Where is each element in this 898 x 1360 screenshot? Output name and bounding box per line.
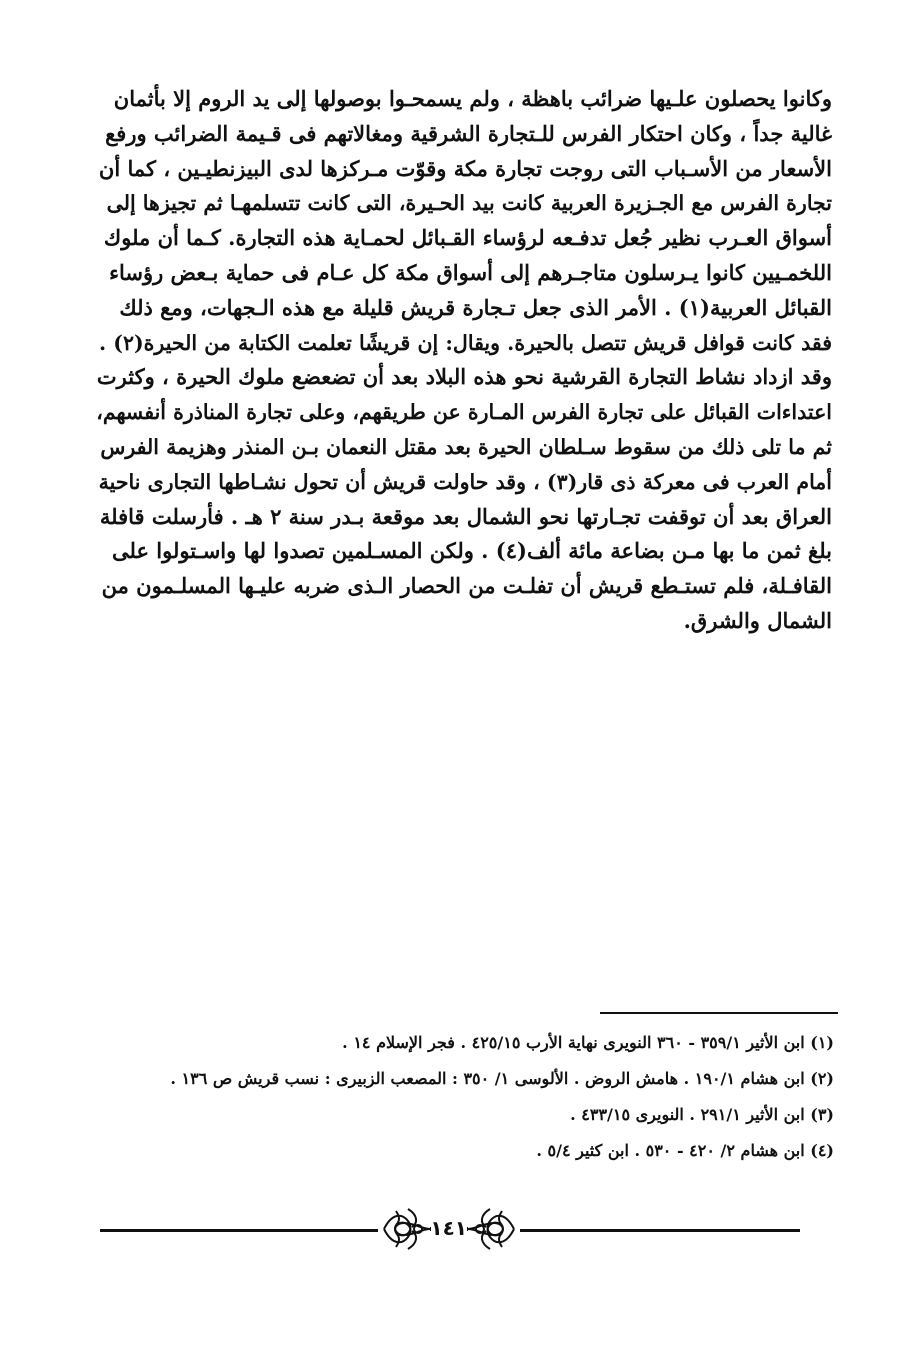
footnote: (٣) ابن الأثير ٢٩١/١ . النويرى ٤٣٣/١٥ . bbox=[570, 1105, 834, 1124]
footnote: (٤) ابن هشام ٢/ ٤٢٠ - ٥٣٠ . ابن كثير ٥/٤ . bbox=[536, 1141, 834, 1160]
bottom-rule-left bbox=[100, 1229, 378, 1232]
text-line: العراق بعد أن توقفت تجـارتها نحو الشمال بعد موقعة بـدر سنة ٢ هـ . فأرسلت قافلة bbox=[99, 503, 832, 529]
footnotes bbox=[74, 1025, 834, 1169]
text-line: الشمال والشرق. bbox=[683, 607, 832, 633]
text-line: بلغ ثمن ما بها مـن بضاعة مائة ألف(٤) . ولكن المسـلمين تصدوا لها واسـتولوا على bbox=[112, 538, 832, 564]
text-line: القافـلة، فلم تستـطع قريش أن تفلـت من الحصار الـذى ضربه عليـها المسلـمون من bbox=[101, 573, 832, 599]
text-line: اعتداءات القبائل على تجارة الفرس المـارة عن طريقهم، وعلى تجارة المناذرة أنفسهم، bbox=[96, 400, 832, 425]
text-line: الأسعار من الأسـباب التى روجت تجارة مكة وقوّت مـركزها لدى البيزنطيـين ، كما أن bbox=[98, 155, 832, 181]
text-line: وقد ازداد نشاط التجارة القرشية نحو هذه البلاد بعد أن تضعضع ملوك الحيرة ، وكثرت bbox=[96, 364, 832, 390]
text-line: أمام العرب فى معركة ذى قار(٣) ، وقد حاولت قريش أن تحول نشـاطها التجارى ناحية bbox=[98, 469, 832, 494]
footnote: (١) ابن الأثير ٣٥٩/١ - ٣٦٠ النويرى نهاية الأرب ٤٢٥/١٥ . فجر الإسلام ١٤ . bbox=[342, 1033, 834, 1052]
text-line: تجارة الفرس مع الجـزيرة العربية كانت بيد الحـيرة، التى كانت تتسلمهـا ثم تجيزها إلى bbox=[106, 191, 832, 216]
footnote: (٢) ابن هشام ١٩٠/١ . هامش الروض . الألوسى ١/ ٣٥٠ : المصعب الزبيرى : نسب قريش ص ١٣٦ . bbox=[170, 1069, 834, 1088]
page-number: ١٤١ bbox=[430, 1216, 467, 1240]
text-line: ثم ما تلى ذلك من سقوط سـلطان الحيرة بعد مقتل النعمان بـن المنذر وهزيمة الفرس bbox=[100, 434, 832, 459]
text-line: القبائل العربية(١) . الأمر الذى جعل تـجارة قريش قليلة مع هذه الـجهات، ومع ذلك bbox=[119, 294, 832, 320]
footnote-separator bbox=[600, 1012, 838, 1014]
text-line: اللخمـيين كانوا يـرسلون متاجـرهم إلى أسواق مكة كل عـام فى حماية بـعض رؤساء bbox=[109, 259, 832, 285]
bottom-rule-right bbox=[520, 1229, 800, 1232]
text-line: وكانوا يحصلون علـيها ضرائب باهظة ، ولم يسمحـوا بوصولها إلى يد الروم إلا بأثمان bbox=[113, 86, 832, 111]
body-text bbox=[90, 82, 832, 639]
text-line: فقد كانت قوافل قريش تتصل بالحيرة. ويقال: إن قريشًا تعلمت الكتابة من الحيرة(٢) . bbox=[98, 330, 832, 355]
text-line: غالية جداً ، وكان احتكار الفرس للـتجارة الشرقية ومغالاتهم فى قـيمة الضرائب ورفع bbox=[105, 120, 832, 146]
text-line: أسواق العـرب نظير جُعل تدفـعه لرؤساء القـبائل لحمـاية هذه التجارة. كـما أن ملوك bbox=[103, 225, 832, 251]
